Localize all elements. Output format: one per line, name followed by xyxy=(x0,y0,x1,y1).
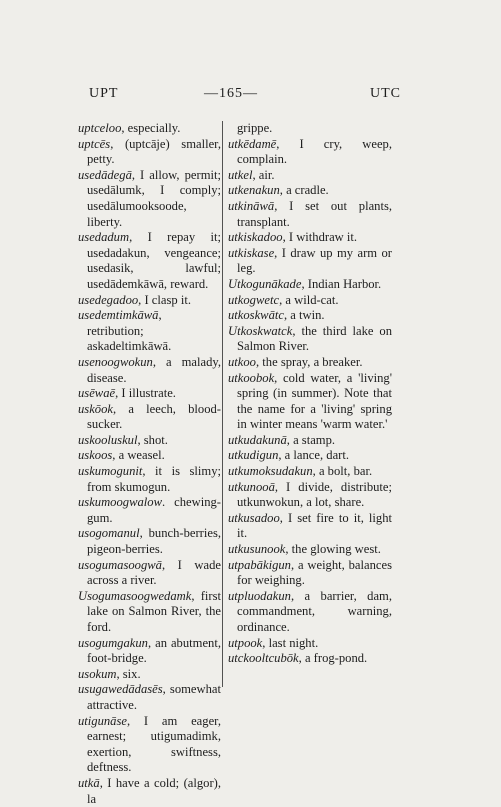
dictionary-entry xyxy=(78,137,221,168)
dictionary-entry xyxy=(228,371,392,433)
entry-headword: uskōok xyxy=(78,401,113,416)
entry-definition: , it is slimy; from skumogun. xyxy=(87,464,221,494)
entry-headword: utkoobok xyxy=(228,370,275,385)
dictionary-entry xyxy=(228,308,392,324)
entry-definition: , somewhat attractive. xyxy=(87,682,221,712)
entry-headword: usedādegā xyxy=(78,167,132,182)
entry-headword: usogomanul xyxy=(78,526,140,541)
entry-definition: , (uptcāje) smaller, petty. xyxy=(87,136,221,167)
entry-definition: , the glowing west. xyxy=(285,542,381,557)
dictionary-entry xyxy=(78,402,221,433)
entry-headword: usugawedādasēs xyxy=(78,682,163,697)
entry-headword: uptcēs xyxy=(78,136,111,151)
entry-definition: , a weight, balances for weighing. xyxy=(237,557,392,588)
entry-definition: , I have a cold; (algor), la xyxy=(87,775,221,806)
dictionary-entry xyxy=(228,183,392,199)
running-header xyxy=(0,86,501,106)
entry-headword: utkudigun xyxy=(228,448,279,463)
entry-definition: , I set out plants, transplant. xyxy=(237,198,392,229)
entry-headword: Utkoskwatck xyxy=(228,323,293,338)
dictionary-entry xyxy=(228,246,392,277)
entry-headword: utkudakunā xyxy=(228,432,287,447)
entry-definition: , especially. xyxy=(121,121,181,135)
dictionary-entry xyxy=(228,464,392,480)
entry-headword: usedegadoo xyxy=(78,292,139,307)
entry-headword: usedemtimkāwā xyxy=(78,308,159,323)
dictionary-entry xyxy=(228,199,392,230)
entry-definition: , a lance, dart. xyxy=(278,448,349,463)
entry-definition: , bunch-berries, pigeon-berries. xyxy=(87,526,221,557)
dictionary-entry xyxy=(228,651,392,667)
entry-definition: , a malady, disease. xyxy=(87,354,221,385)
header-left-guideword: UPT xyxy=(89,86,119,101)
left-column xyxy=(78,121,221,807)
dictionary-entry xyxy=(228,121,392,137)
dictionary-entry xyxy=(78,464,221,495)
entry-definition: , a stamp. xyxy=(286,432,336,447)
right-column xyxy=(228,121,392,667)
entry-definition: , I draw up my arm or leg. xyxy=(237,245,392,276)
entry-definition: , I illustrate. xyxy=(115,386,176,401)
dictionary-entry xyxy=(78,386,221,402)
entry-headword: utpabākigun xyxy=(228,557,291,572)
dictionary-entry xyxy=(78,308,221,355)
entry-headword: utkusunook xyxy=(228,542,286,557)
entry-headword: utkenakun xyxy=(228,183,280,198)
entry-definition: , I cry, weep, complain. xyxy=(237,136,392,167)
entry-headword: utkusadoo xyxy=(228,510,280,525)
entry-definition: , I allow, permit; usedālumk, I comply; usedālumooksoode, liberty. xyxy=(87,167,221,229)
entry-headword: utpook xyxy=(228,635,263,650)
dictionary-entry xyxy=(228,589,392,636)
entry-definition: , the third lake on Salmon River. xyxy=(237,323,392,354)
entry-headword: utkumoksudakun xyxy=(228,464,313,479)
entry-headword: utkiskadoo xyxy=(228,230,283,245)
dictionary-entry xyxy=(228,168,392,184)
dictionary-entry xyxy=(78,714,221,776)
entry-definition: . chewing-gum. xyxy=(87,495,221,525)
dictionary-entry xyxy=(228,324,392,355)
dictionary-entry xyxy=(228,293,392,309)
entry-definition: , last night. xyxy=(262,635,319,650)
entry-definition: , a twin. xyxy=(283,308,325,323)
dictionary-entry xyxy=(78,667,221,683)
entry-headword: uskumogunit xyxy=(78,464,143,479)
entry-definition: , cold water, a 'living' spring (in summer). Note that the name for a 'living' spring in winter means 'warm water.' xyxy=(237,370,392,432)
entry-headword: Usogumasoogwedamk xyxy=(78,588,192,603)
column-divider xyxy=(222,121,223,687)
entry-headword: utkogwetc xyxy=(228,292,280,307)
entry-headword: usogumasoogwā xyxy=(78,557,162,572)
entry-definition: , a leech, blood-sucker. xyxy=(87,401,221,432)
header-right-guideword: UTC xyxy=(370,86,401,101)
entry-headword: utckooltcubōk xyxy=(228,651,299,666)
dictionary-entry xyxy=(228,230,392,246)
entry-definition: , a barrier, dam, commandment, warning, ordinance. xyxy=(237,588,392,634)
dictionary-entry xyxy=(228,558,392,589)
entry-definition: , shot. xyxy=(137,432,168,447)
dictionary-entry xyxy=(78,168,221,230)
dictionary-entry xyxy=(228,355,392,371)
entry-definition: , air. xyxy=(252,167,275,182)
entry-headword: usēwaē xyxy=(78,386,116,401)
dictionary-entry xyxy=(228,480,392,511)
dictionary-entry xyxy=(78,448,221,464)
dictionary-entry xyxy=(228,448,392,464)
entry-headword: utkiskase xyxy=(228,245,275,260)
entry-definition: , retribution; askadeltimkāwā. xyxy=(87,308,172,354)
dictionary-entry xyxy=(78,636,221,667)
dictionary-entry xyxy=(228,137,392,168)
entry-definition: , an abutment, foot-bridge. xyxy=(87,635,221,666)
dictionary-entry xyxy=(78,589,221,636)
entry-headword: uskooluskul xyxy=(78,432,138,447)
entry-headword: utkel xyxy=(228,167,253,182)
entry-definition: , a weasel. xyxy=(112,448,165,463)
entry-headword: utkoskwātc xyxy=(228,308,284,323)
entry-definition: , I repay it; usedadakun, vengeance; usedasik, lawful; usedādemkāwā, reward. xyxy=(87,230,221,291)
entry-headword: usedadum xyxy=(78,230,130,245)
dictionary-entry xyxy=(228,433,392,449)
entry-definition: , I clasp it. xyxy=(138,292,191,307)
dictionary-entry xyxy=(78,230,221,292)
dictionary-entry xyxy=(78,293,221,309)
entry-definition: grippe. xyxy=(237,121,273,135)
entry-definition: , a cradle. xyxy=(279,183,329,198)
entry-definition: , Indian Harbor. xyxy=(301,276,382,291)
entry-definition: , a frog-pond. xyxy=(298,651,368,666)
entry-definition: , six. xyxy=(116,666,141,681)
entry-headword: uskoos xyxy=(78,448,113,463)
dictionary-entry xyxy=(78,776,221,807)
dictionary-entry xyxy=(78,121,221,137)
entry-headword: utkā xyxy=(78,775,100,790)
entry-headword: utkunooā xyxy=(228,479,275,494)
entry-headword: usenoogwokun xyxy=(78,354,153,369)
entry-headword: utkoo xyxy=(228,354,256,369)
dictionary-entry xyxy=(78,433,221,449)
entry-definition: , first lake on Salmon River, the ford. xyxy=(87,588,221,634)
entry-definition: , a bolt, bar. xyxy=(312,464,373,479)
entry-headword: uskumoogwalow xyxy=(78,495,162,510)
dictionary-entry xyxy=(78,526,221,557)
page-number: —165— xyxy=(204,86,258,101)
entry-headword: usogumgakun xyxy=(78,635,148,650)
dictionary-entry xyxy=(228,511,392,542)
entry-definition: , I wade across a river. xyxy=(87,557,221,588)
entry-definition: , I withdraw it. xyxy=(282,230,358,245)
entry-headword: utigunāse xyxy=(78,713,127,728)
entry-definition: , I set fire to it, light it. xyxy=(237,510,392,541)
entry-headword: Utkogunākade xyxy=(228,276,302,291)
dictionary-entry xyxy=(78,558,221,589)
entry-definition: , I am eager, earnest; utigumadimk, exertion, swiftness, deftness. xyxy=(87,713,221,775)
dictionary-entry xyxy=(78,355,221,386)
entry-definition: , the spray, a breaker. xyxy=(255,354,363,369)
entry-headword: utkināwā xyxy=(228,198,275,213)
entry-headword: utkēdamē xyxy=(228,136,277,151)
dictionary-entry xyxy=(78,495,221,526)
entry-definition: , a wild-cat. xyxy=(279,292,339,307)
entry-headword: usokum xyxy=(78,666,117,681)
entry-headword: utpluodakun xyxy=(228,588,291,603)
dictionary-entry xyxy=(228,542,392,558)
entry-headword: uptceloo xyxy=(78,121,122,135)
entry-definition: , I divide, distribute; utkunwokun, a lot, share. xyxy=(237,479,392,510)
dictionary-entry xyxy=(228,277,392,293)
dictionary-entry xyxy=(78,682,221,713)
dictionary-entry xyxy=(228,636,392,652)
